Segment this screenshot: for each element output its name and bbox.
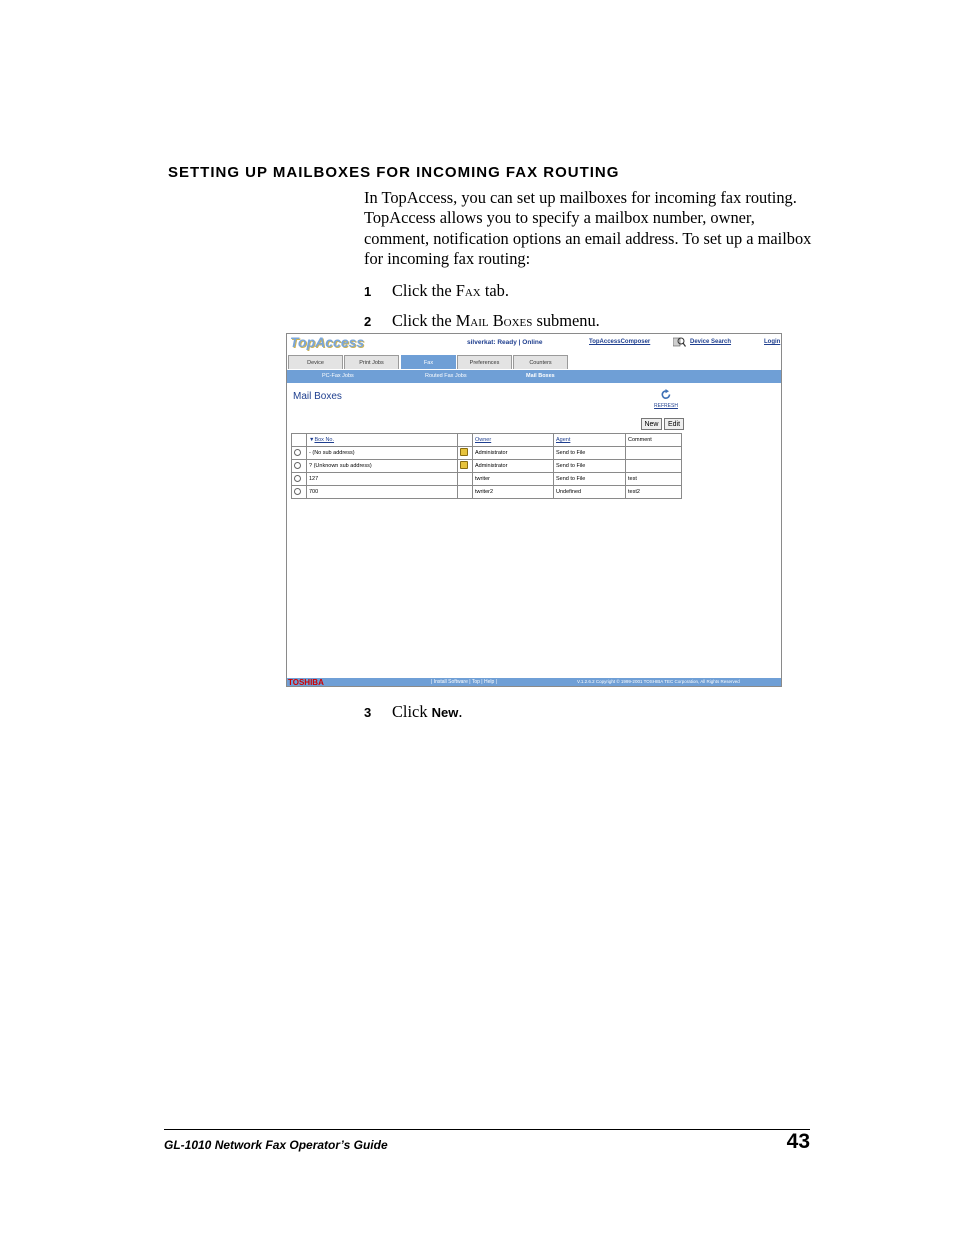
refresh-label: REFRESH: [654, 403, 678, 409]
tab-counters[interactable]: Counters: [513, 355, 568, 369]
toshiba-logo: TOSHIBA: [288, 678, 324, 687]
refresh-icon: [660, 389, 672, 400]
step-number: 1: [364, 284, 372, 299]
footer-rule: [164, 1129, 810, 1130]
comment-cell: test2: [626, 486, 682, 499]
table-header-row: [292, 434, 682, 447]
tab-fax[interactable]: Fax: [401, 355, 456, 369]
intro-paragraph: In TopAccess, you can set up mailboxes for incoming fax routing. TopAccess allows you to specify a mailbox number, owner, comment, notification options an email address. To set up a mailbox for incoming fax routing:: [364, 188, 812, 268]
comment-cell: [626, 460, 682, 473]
box-cell: 127: [307, 473, 458, 486]
box-no-label: Box No.: [314, 437, 335, 443]
tab-preferences[interactable]: Preferences: [457, 355, 512, 369]
row-radio[interactable]: [294, 475, 301, 482]
step-2: [364, 311, 600, 331]
lock-icon: [460, 461, 468, 469]
comment-cell: [626, 447, 682, 460]
row-select-cell: [292, 460, 307, 473]
lock-cell: [458, 460, 473, 473]
page-title: Mail Boxes: [293, 391, 342, 402]
step-text-post: .: [458, 702, 463, 721]
owner-cell: twriter2: [473, 486, 554, 499]
guide-title: GL-1010 Network Fax Operator’s Guide: [164, 1138, 388, 1152]
footer-links[interactable]: | Install Software | Top | Help |: [431, 679, 497, 685]
table-row: [292, 447, 682, 460]
agent-header[interactable]: [554, 434, 626, 447]
table-row: [292, 473, 682, 486]
owner-cell: Administrator: [473, 460, 554, 473]
topaccess-logo: TopAccess: [290, 334, 365, 350]
login-link[interactable]: Login: [764, 339, 781, 345]
submenu-mail-boxes[interactable]: Mail Boxes: [526, 373, 555, 379]
box-cell: 700: [307, 486, 458, 499]
copyright: V.1.2.6.2 Copyright © 1999-2001 TOSHIBA TEC Corporation, All Rights Reserved: [577, 679, 740, 684]
mailbox-table: [291, 433, 682, 499]
step-text-pre: Click: [392, 702, 432, 721]
owner-header[interactable]: [473, 434, 554, 447]
owner-cell: Administrator: [473, 447, 554, 460]
table-row: [292, 486, 682, 499]
row-radio[interactable]: [294, 488, 301, 495]
main-tabs: [287, 354, 781, 370]
tab-device[interactable]: Device: [288, 355, 343, 369]
agent-label: Agent: [556, 437, 571, 443]
row-select-cell: [292, 473, 307, 486]
edit-button[interactable]: Edit: [664, 418, 684, 430]
submenu-routed-fax-jobs[interactable]: Routed Fax Jobs: [425, 373, 467, 379]
page-number: 43: [786, 1130, 810, 1153]
submenu-pc-fax-jobs[interactable]: PC-Fax Jobs: [322, 373, 354, 379]
select-header: [292, 434, 307, 447]
composer-link[interactable]: TopAccessComposer: [589, 339, 651, 345]
comment-header: Comment: [626, 434, 682, 447]
step-text-post: submenu.: [532, 311, 600, 330]
step-ui-term: New: [431, 705, 459, 720]
lock-cell: [458, 473, 473, 486]
refresh-button[interactable]: [651, 387, 681, 409]
box-no-header[interactable]: [307, 434, 458, 447]
comment-cell: test: [626, 473, 682, 486]
row-radio[interactable]: [294, 462, 301, 469]
topaccess-screenshot: [286, 333, 782, 687]
agent-cell: Undefined: [554, 486, 626, 499]
step-text-pre: Click the: [392, 281, 456, 300]
agent-cell: Send to File: [554, 473, 626, 486]
lock-header: [458, 434, 473, 447]
sort-down-icon: ▼: [309, 437, 315, 443]
box-cell: - (No sub address): [307, 447, 458, 460]
lock-cell: [458, 447, 473, 460]
row-select-cell: [292, 486, 307, 499]
step-ui-term: Fax: [455, 281, 481, 300]
owner-cell: twriter: [473, 473, 554, 486]
step-text-post: tab.: [480, 281, 509, 300]
section-heading: SETTING UP MAILBOXES FOR INCOMING FAX ROUTING: [168, 164, 620, 181]
step-3: [364, 702, 462, 722]
step-1: [364, 281, 509, 301]
row-select-cell: [292, 447, 307, 460]
step-text-pre: Click the: [392, 311, 456, 330]
agent-cell: Send to File: [554, 447, 626, 460]
lock-icon: [460, 448, 468, 456]
box-cell: ? (Unknown sub address): [307, 460, 458, 473]
lock-cell: [458, 486, 473, 499]
owner-label: Owner: [475, 437, 492, 443]
device-status: silverkat: Ready | Online: [467, 339, 543, 346]
device-search-icon: [673, 336, 686, 348]
app-footer: [287, 678, 781, 687]
step-ui-term: Mail Boxes: [455, 311, 533, 330]
row-radio[interactable]: [294, 449, 301, 456]
step-number: 3: [364, 705, 372, 720]
tab-print-jobs[interactable]: Print Jobs: [344, 355, 399, 369]
table-row: [292, 460, 682, 473]
top-bar: [287, 334, 781, 354]
agent-cell: Send to File: [554, 460, 626, 473]
device-search-link[interactable]: Device Search: [690, 339, 732, 345]
new-button[interactable]: New: [641, 418, 662, 430]
submenu-bar: [287, 370, 781, 383]
step-number: 2: [364, 314, 372, 329]
